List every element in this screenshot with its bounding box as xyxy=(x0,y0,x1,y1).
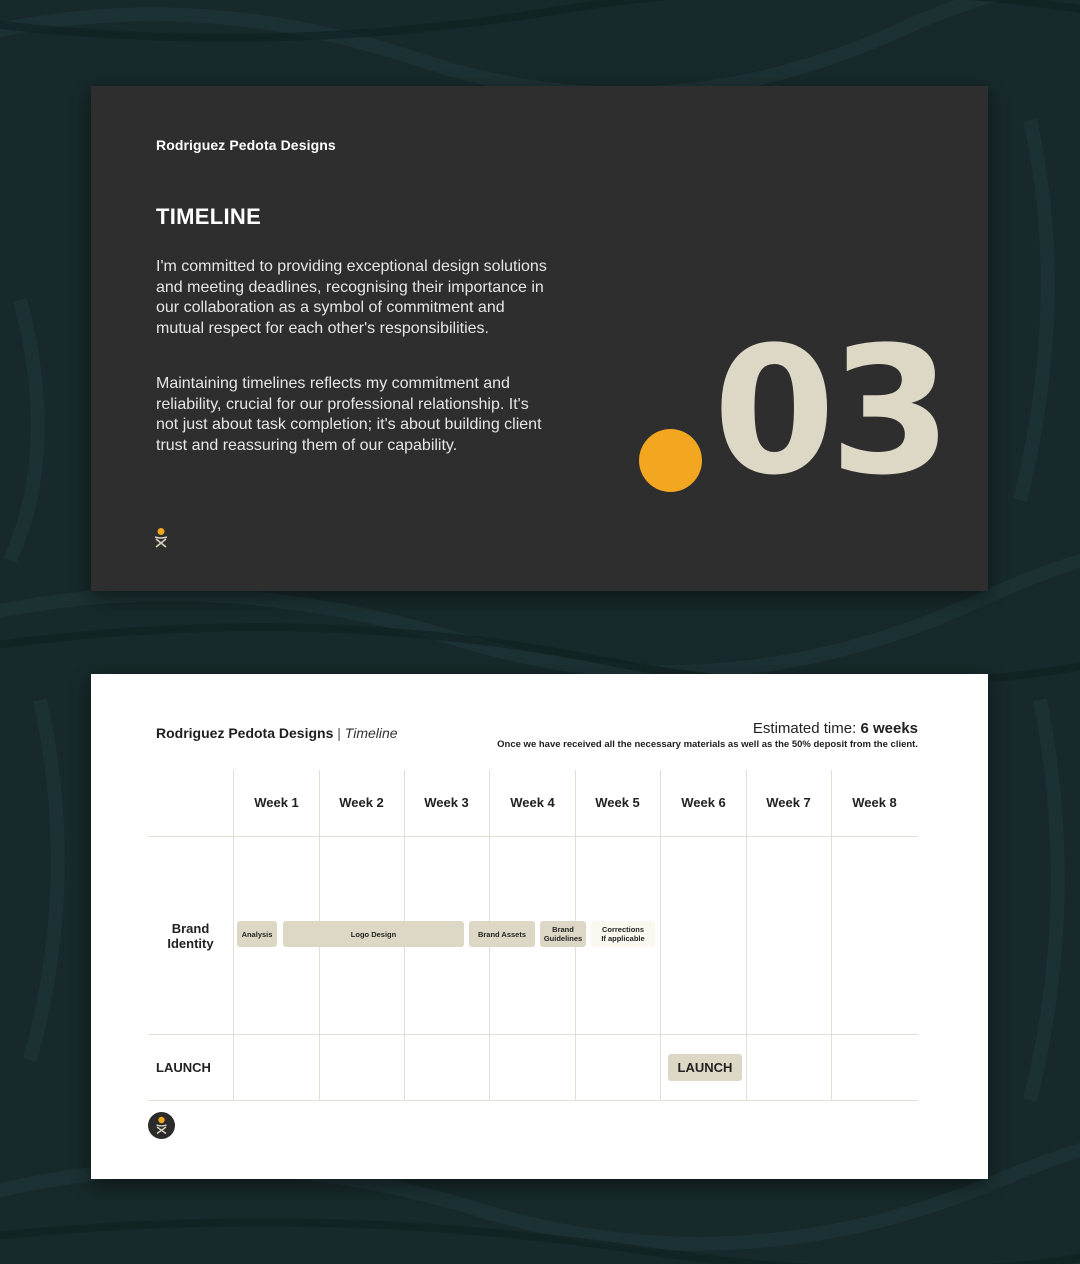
estimate-value: 6 weeks xyxy=(860,720,918,737)
row-label-launch: LAUNCH xyxy=(156,1060,211,1075)
title-separator: | xyxy=(333,725,345,741)
task-bar-analysis: Analysis xyxy=(237,921,277,947)
figure-logo-icon xyxy=(153,527,169,549)
timeline-intro-slide xyxy=(91,86,988,591)
week-header: Week 5 xyxy=(595,795,640,810)
week-header: Week 7 xyxy=(766,795,811,810)
slide-heading: TIMELINE xyxy=(156,204,262,229)
round-figure-logo-icon xyxy=(148,1112,175,1139)
task-bar-brand-assets: Brand Assets xyxy=(469,921,535,947)
brand-name: Rodriguez Pedota Designs xyxy=(156,137,336,153)
estimate-label: Estimated time: xyxy=(752,720,861,737)
timeline-brand: Rodriguez Pedota Designs xyxy=(156,725,334,741)
timeline-title xyxy=(156,725,398,741)
task-bar-line: Guidelines xyxy=(543,934,583,943)
section-number: 03 xyxy=(713,309,946,514)
row-label-line: Identity xyxy=(167,936,214,951)
grid-line xyxy=(148,1034,918,1035)
grid-line xyxy=(148,1100,918,1101)
intro-paragraph-2: Maintaining timelines reflects my commitment and reliability, crucial for our professional relationship. It's not just about task completion; it's about building client trust and reassuring them of our capability. xyxy=(156,375,542,454)
grid-line xyxy=(148,836,918,837)
estimate-block xyxy=(497,720,918,750)
week-header: Week 6 xyxy=(681,795,726,810)
week-header: Week 8 xyxy=(852,795,897,810)
task-bar-logo-design: Logo Design xyxy=(283,921,464,947)
week-header: Week 1 xyxy=(254,795,299,810)
task-bar-brand-guidelines xyxy=(540,921,586,947)
estimate-note: Once we have received all the necessary materials as well as the 50% deposit from the client. xyxy=(497,739,918,750)
week-header: Week 4 xyxy=(510,795,555,810)
timeline-chart-slide xyxy=(91,674,988,1179)
task-bar-line: Corrections xyxy=(601,925,645,934)
launch-pill: LAUNCH xyxy=(668,1054,742,1081)
task-bar-line: Brand xyxy=(552,925,574,934)
estimate-line xyxy=(497,720,918,737)
task-bar-line: If applicable xyxy=(601,934,645,943)
week-header: Week 3 xyxy=(424,795,469,810)
row-label-line: Brand xyxy=(171,921,210,936)
accent-dot xyxy=(639,429,702,492)
grid-line xyxy=(660,770,661,1101)
week-header: Week 2 xyxy=(339,795,384,810)
timeline-subtitle: Timeline xyxy=(344,725,398,741)
task-bar-corrections xyxy=(591,921,655,947)
grid-line xyxy=(233,770,234,1101)
intro-paragraph-1: I'm committed to providing exceptional design solutions and meeting deadlines, recognising their importance in our collaboration as a symbol of commitment and mutual respect for each other's responsibilities. xyxy=(156,258,547,337)
grid-line xyxy=(746,770,747,1101)
row-label-brand-identity xyxy=(153,921,228,951)
grid-line xyxy=(831,770,832,1101)
